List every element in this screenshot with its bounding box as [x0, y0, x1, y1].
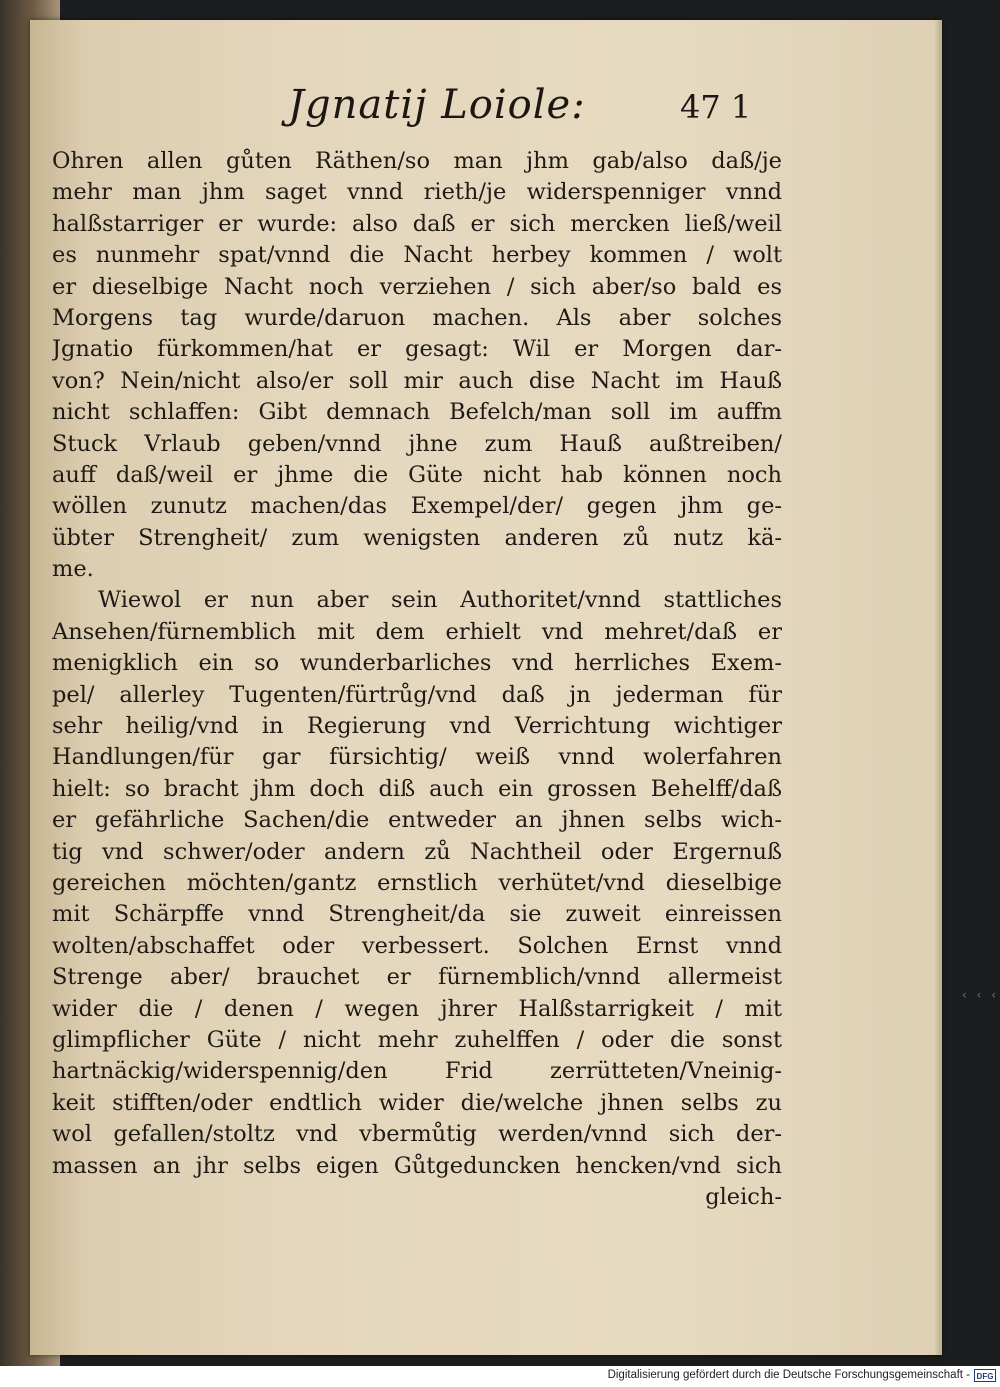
text-line: keit stifften/oder endtlich wider die/welche jhnen selbs zu — [52, 1089, 782, 1116]
page-number: 47 1 — [680, 88, 752, 126]
text-line: wolten/abschaffet oder verbessert. Solchen Ernst vnnd — [52, 932, 782, 959]
text-line: Morgens tag wurde/daruon machen. Als aber solches — [52, 304, 782, 331]
text-line: übter Strengheit/ zum wenigsten anderen zů nutz kä- — [52, 524, 782, 551]
text-line: Strenge aber/ brauchet er fürnemblich/vnnd allermeist — [52, 964, 782, 991]
dfg-logo-icon: DFG — [974, 1369, 996, 1382]
text-line: wöllen zunutz machen/das Exempel/der/ gegen jhm ge- — [52, 493, 782, 520]
text-line: er dieselbige Nacht noch verziehen / sich aber/so bald es — [52, 273, 782, 300]
text-line: pel/ allerley Tugenten/fürtrůg/vnd daß jn jederman für — [52, 681, 782, 708]
text-line: Wiewol er nun aber sein Authoritet/vnnd stattliches — [98, 587, 782, 614]
text-line: tig vnd schwer/oder andern zů Nachtheil oder Ergernuß — [52, 838, 782, 865]
text-line: gereichen möchten/gantz ernstlich verhütet/vnd dieselbige — [52, 869, 782, 896]
text-line: Ansehen/fürnemblich mit dem erhielt vnd mehret/daß er — [52, 618, 782, 645]
digitization-credit: Digitalisierung gefördert durch die Deutsche Forschungsgemeinschaft - — [607, 1369, 970, 1381]
text-line: auff daß/weil er jhme die Güte nicht hab können noch — [52, 461, 782, 488]
text-line: sehr heilig/vnd in Regierung vnd Verrichtung wichtiger — [52, 713, 782, 740]
running-title: Jgnatij Loiole: — [288, 82, 586, 128]
text-line: nicht schlaffen: Gibt demnach Befelch/man soll im auffm — [52, 399, 782, 426]
page-header — [30, 82, 942, 132]
edge-marks: ‹ ‹ ‹ — [962, 988, 1000, 1002]
page-edge-shading — [934, 20, 942, 1355]
text-line: Jgnatio fürkommen/hat er gesagt: Wil er Morgen dar- — [52, 336, 782, 363]
footer-bar — [0, 1366, 1000, 1387]
text-line: glimpflicher Güte / nicht mehr zuhelffen / oder die sonst — [52, 1026, 782, 1053]
text-line: Ohren allen gůten Räthen/so man jhm gab/also daß/je — [52, 148, 782, 174]
text-line: er gefährliche Sachen/die entweder an jhnen selbs wich- — [52, 807, 782, 834]
text-line: Stuck Vrlaub geben/vnnd jhne zum Hauß außtreiben/ — [52, 430, 782, 457]
text-line: massen an jhr selbs eigen Gůtgeduncken hencken/vnd sich — [52, 1152, 782, 1179]
text-line: menigklich ein so wunderbarliches vnd herrliches Exem- — [52, 650, 782, 677]
text-line: me. — [52, 556, 94, 583]
book-page — [30, 20, 942, 1355]
text-line: mit Schärpffe vnnd Strengheit/da sie zuweit einreissen — [52, 901, 782, 928]
text-line: von? Nein/nicht also/er soll mir auch dise Nacht im Hauß — [52, 367, 782, 394]
text-line: halßstarriger er wurde: also daß er sich mercken ließ/weil — [52, 210, 782, 237]
text-line: hielt: so bracht jhm doch diß auch ein grossen Behelff/daß — [52, 775, 782, 802]
text-line: gleich- — [705, 1183, 782, 1210]
text-line: hartnäckig/widerspennig/den Frid zerrütteten/Vneinig- — [52, 1058, 782, 1085]
body-text — [52, 146, 782, 1213]
text-line: Handlungen/für gar fürsichtig/ weiß vnnd wolerfahren — [52, 744, 782, 771]
text-line: es nunmehr spat/vnnd die Nacht herbey kommen / wolt — [52, 242, 782, 269]
text-line: wider die / denen / wegen jhrer Halßstarrigkeit / mit — [52, 995, 782, 1022]
text-line: wol gefallen/stoltz vnd vbermůtig werden/vnnd sich der- — [52, 1121, 782, 1148]
text-line: mehr man jhm saget vnnd rieth/je widerspenniger vnnd — [52, 179, 782, 206]
